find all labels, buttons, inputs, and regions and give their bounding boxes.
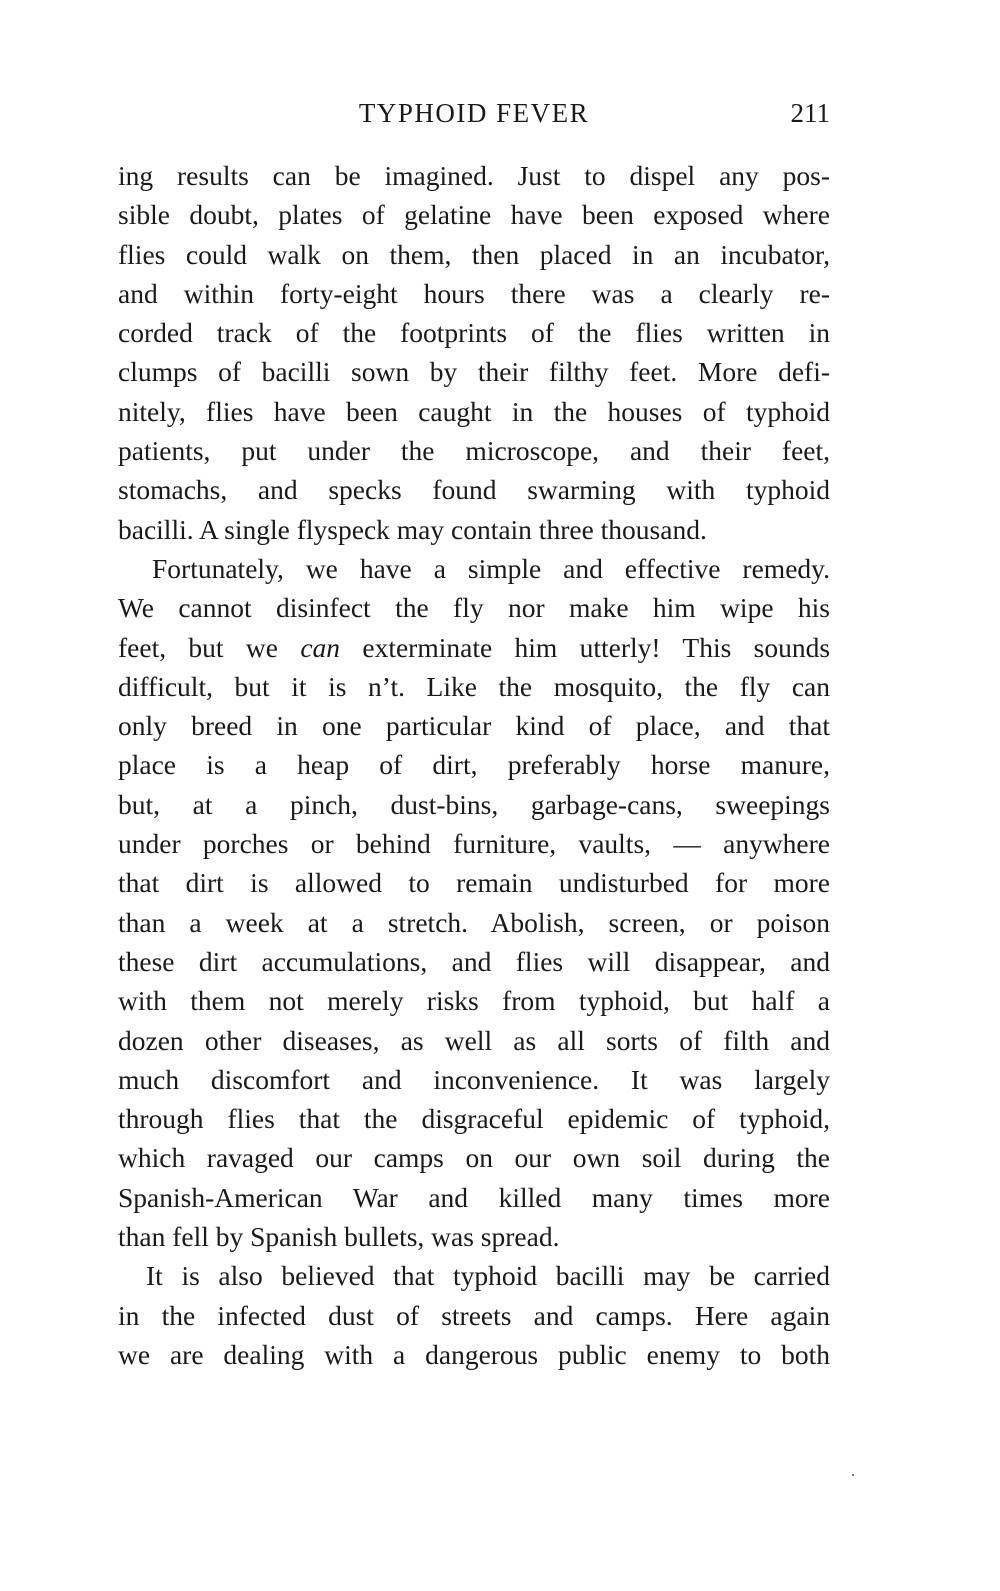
text-line: than fell by Spanish bullets, was spread.: [118, 1221, 560, 1253]
text-line: Spanish-American War and killed many times more: [118, 1181, 830, 1213]
text-line: clumps of bacilli sown by their filthy feet. More defi-: [118, 356, 830, 388]
running-head-title: TYPHOID FEVER: [358, 98, 590, 128]
text-line: that dirt is allowed to remain undisturbed for more: [118, 867, 830, 899]
text-line: but, at a pinch, dust-bins, garbage-cans, sweepings: [118, 788, 830, 820]
text-line-with-emphasis: [118, 628, 830, 667]
text-line: under porches or behind furniture, vaults, — anywhere: [118, 828, 830, 860]
text-line: ing results can be imagined. Just to dispel any pos-: [118, 160, 830, 191]
text-line: nitely, flies have been caught in the houses of typhoid: [118, 395, 830, 427]
text-line: flies could walk on them, then placed in an incubator,: [118, 238, 830, 270]
text-line: We cannot disinfect the fly nor make him wipe his: [118, 592, 830, 624]
line-suffix: exterminate him utterly! This sounds: [362, 631, 831, 663]
text-line: than a week at a stretch. Abolish, screen, or poison: [118, 906, 830, 938]
line-prefix: feet, but we: [118, 631, 278, 663]
text-line: these dirt accumulations, and flies will disappear, and: [118, 945, 830, 977]
text-line: patients, put under the microscope, and their feet,: [118, 435, 830, 467]
text-line: difficult, but it is n’t. Like the mosquito, the fly can: [118, 670, 830, 702]
text-line: place is a heap of dirt, preferably horse manure,: [118, 749, 830, 781]
paragraph-start-line: Fortunately, we have a simple and effective remedy.: [152, 552, 830, 584]
text-line: we are dealing with a dangerous public enemy to both: [118, 1338, 830, 1370]
text-line: in the infected dust of streets and camps. Here again: [118, 1299, 830, 1331]
emphasis-word: can: [300, 631, 341, 663]
text-line: through flies that the disgraceful epidemic of typhoid,: [118, 1103, 830, 1135]
text-line: bacilli. A single flyspeck may contain three thousand.: [118, 513, 707, 545]
text-line: only breed in one particular kind of place, and that: [118, 710, 830, 742]
text-line: dozen other diseases, as well as all sorts of filth and: [118, 1024, 830, 1056]
body-text: [118, 156, 830, 1374]
text-line: and within forty-eight hours there was a clearly re-: [118, 277, 830, 309]
text-line: sible doubt, plates of gelatine have been exposed where: [118, 199, 830, 231]
text-line: with them not merely risks from typhoid, but half a: [118, 985, 830, 1017]
page-number: 211: [790, 98, 830, 128]
text-line: much discomfort and inconvenience. It was largely: [118, 1063, 830, 1095]
paragraph-start-line: It is also believed that typhoid bacilli may be carried: [146, 1260, 830, 1292]
print-speck: [852, 1474, 854, 1476]
text-line: which ravaged our camps on our own soil during the: [118, 1142, 830, 1174]
running-head: [118, 98, 830, 138]
text-line: stomachs, and specks found swarming with typhoid: [118, 474, 830, 506]
text-line: corded track of the footprints of the flies written in: [118, 317, 830, 349]
